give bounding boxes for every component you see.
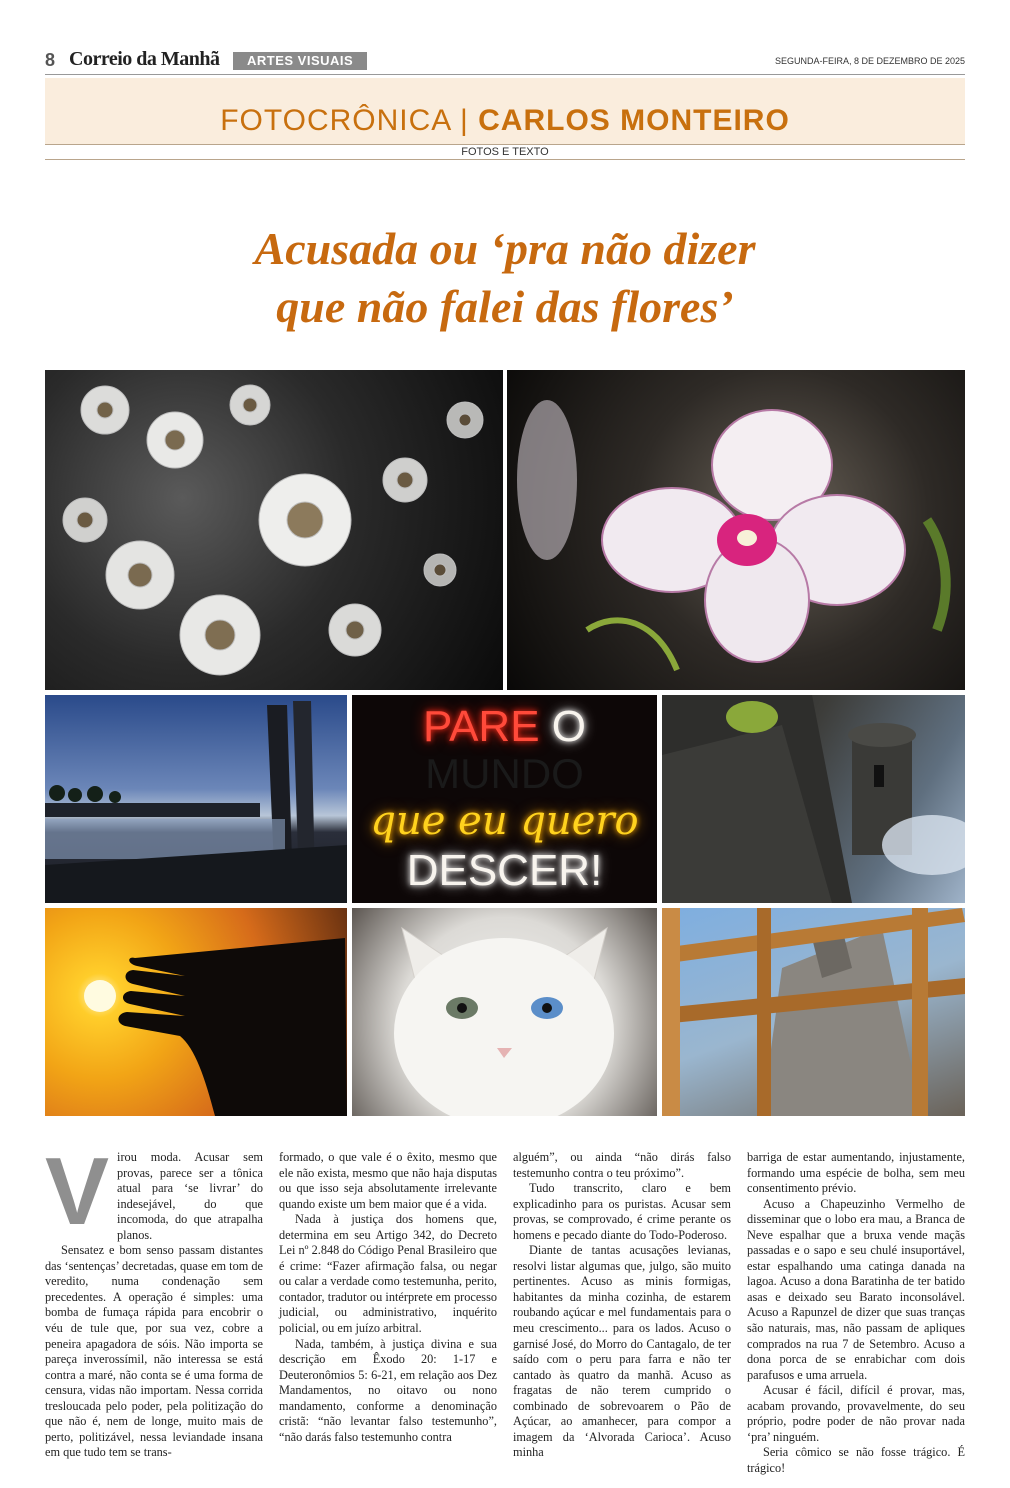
paragraph: Sensatez e bom senso passam distantes das ‘sentenças’ decretadas, quase em tom de veredito, numa condenação sem precedentes. A operação é simples: uma bomba de fumaça rápida para encobrir o véu de tule que, por sua vez, cobre a peneira apagadora de sóis. Não importa se pareça inverossímil, não interessa se está contra a maré, não conta se é uma forma de censura, vidas não importam. Nessa corrida tresloucada pelo poder, pela politização do que não é, nem de longe, muito mais de perto, politizável, nessa leviandade insana em que tudo tem se trans- [45,1243,263,1460]
headline-line-2: que não falei das flores’ [276,281,734,332]
hand-sunset-illustration [45,908,347,1116]
paragraph: Nada, também, à justiça divina e sua descrição em Êxodo 20: 1-17 e Deuteronômios 5: 6-21, em relação aos Dez Mandamentos, no oitavo ou nono mandamento, conforme a denominação cristã: “não levantar falso testemunho”, “não darás falso testemunho contra [279,1336,497,1444]
headline-line-1: Acusada ou ‘pra não dizer [254,223,756,274]
column-author: CARLOS MONTEIRO [478,104,790,137]
article-column-1 [45,1138,263,1461]
article-column-4 [747,1150,965,1476]
photo-white-flowers [45,370,503,690]
photo-congress-reflection [45,695,347,903]
neon-line-3: que eu quero [370,798,639,844]
neon-line-4: DESCER! [406,846,603,895]
photo-neon-sign [352,695,657,903]
neon-word-pare: PARE [422,702,540,751]
issue-date: SEGUNDA-FEIRA, 8 DE DEZEMBRO DE 2025 [774,56,965,66]
paragraph: Diante de tantas acusações levianas, resolvi listar algumas que, julgo, são muito pertinentes. Acuso as minis formigas, habitantes da minha cozinha, de estarem roubando açúcar e mel fundamentais para o meu crescimento... para os lados. Acuso o garnisé José, do Morro do Cantagalo, de ter saído com o peru para farra e não ter cantado às quatro da manhã. Acuso as fragatas de não terem cumprido o combinado de sobrevoarem o Pão de Açúcar, ao amanhecer, para compor a imagem da ‘Alvorada Carioca’. Acuso minha [513,1243,731,1460]
paragraph: Nada à justiça dos homens que, determina em seu Artigo 342, do Decreto Lei nº 2.848 do Código Penal Brasileiro que é crime: “Fazer afirmação falsa, ou negar ou calar a verdade como testemunha, perito, contador, tradutor ou intérprete em processo judicial, ou administrativo, inquérito policial, ou em juízo arbitral. [279,1212,497,1336]
fortress-illustration [662,695,965,903]
paragraph: Acusar é fácil, difícil é provar, mas, acabam provando, provavelmente, do seu próprio, podre poder de não provar nada ‘pra’ ninguém. [747,1383,965,1444]
congress-illustration [45,695,347,903]
paragraph: barriga de estar aumentando, injustamente, formando uma espécie de bolha, sem meu consentimento prévio. [747,1150,965,1196]
paragraph: alguém”, ou ainda “não dirás falso testemunho contra o teu próximo”. [513,1150,731,1180]
photo-white-cat [352,908,657,1116]
masthead-bar [45,48,965,75]
page-number: 8 [45,50,56,70]
photo-stone-fortress [662,695,965,903]
white-flowers-illustration [45,370,503,690]
author-credit: FOTOS E TEXTO [45,144,965,160]
white-cat-illustration [352,908,657,1116]
section-label: ARTES VISUAIS [233,52,367,70]
column-kicker: FOTOCRÔNICA [220,104,451,137]
column-separator: | [450,104,479,137]
paragraph: Acuso a Chapeuzinho Vermelho de disseminar que o lobo era mau, a Branca de Neve espalhar que a bruxa vende maçãs passadas e o sapo e seu chulé insuportável, estar espalhando uma catinga danada na lagoa. Acuso a dona Baratinha de ter batido asas e deixado seu Barato inconsolável. Acuso a Rapunzel de dizer que suas tranças são naturais, mas, não passam de apliques comprados na rua 7 de Setembro. Acuso a dona porca de se enrabichar com dois parafusos e uma arruela. [747,1196,965,1382]
paragraph: Tudo transcrito, claro e bem explicadinho para os puristas. Acusar sem provas, se comprovado, é crime perante os homens e pecado diante do Todo-Poderoso. [513,1181,731,1242]
paragraph: Seria cômico se não fosse trágico. É trágico! [747,1445,965,1475]
photo-hand-sunset [45,908,347,1116]
photo-window-reflection [662,908,965,1116]
drop-cap: V [45,1138,110,1245]
photo-orchid [507,370,965,690]
article-column-3 [513,1150,731,1461]
article-headline [45,220,965,336]
paragraph: irou moda. Acusar sem provas, parece ser a tônica atual para ‘se livrar’ do indesejável, do que incomoda, do que atrapalha planos. [117,1150,263,1242]
paragraph: formado, o que vale é o êxito, mesmo que ele não exista, mesmo que não haja disputas ou que isso seja absolutamente irrelevante quando existe um bem maior que é a vida. [279,1150,497,1211]
newspaper-logo: Correio da Manhã [69,48,220,70]
neon-word-o: O [539,702,586,751]
article-column-2 [279,1150,497,1445]
orchid-illustration [507,370,965,690]
window-illustration [662,908,965,1116]
neon-line-2: MUNDO [425,750,584,797]
column-title [45,104,965,138]
neon-line-1 [352,703,657,751]
column-band [45,78,965,144]
